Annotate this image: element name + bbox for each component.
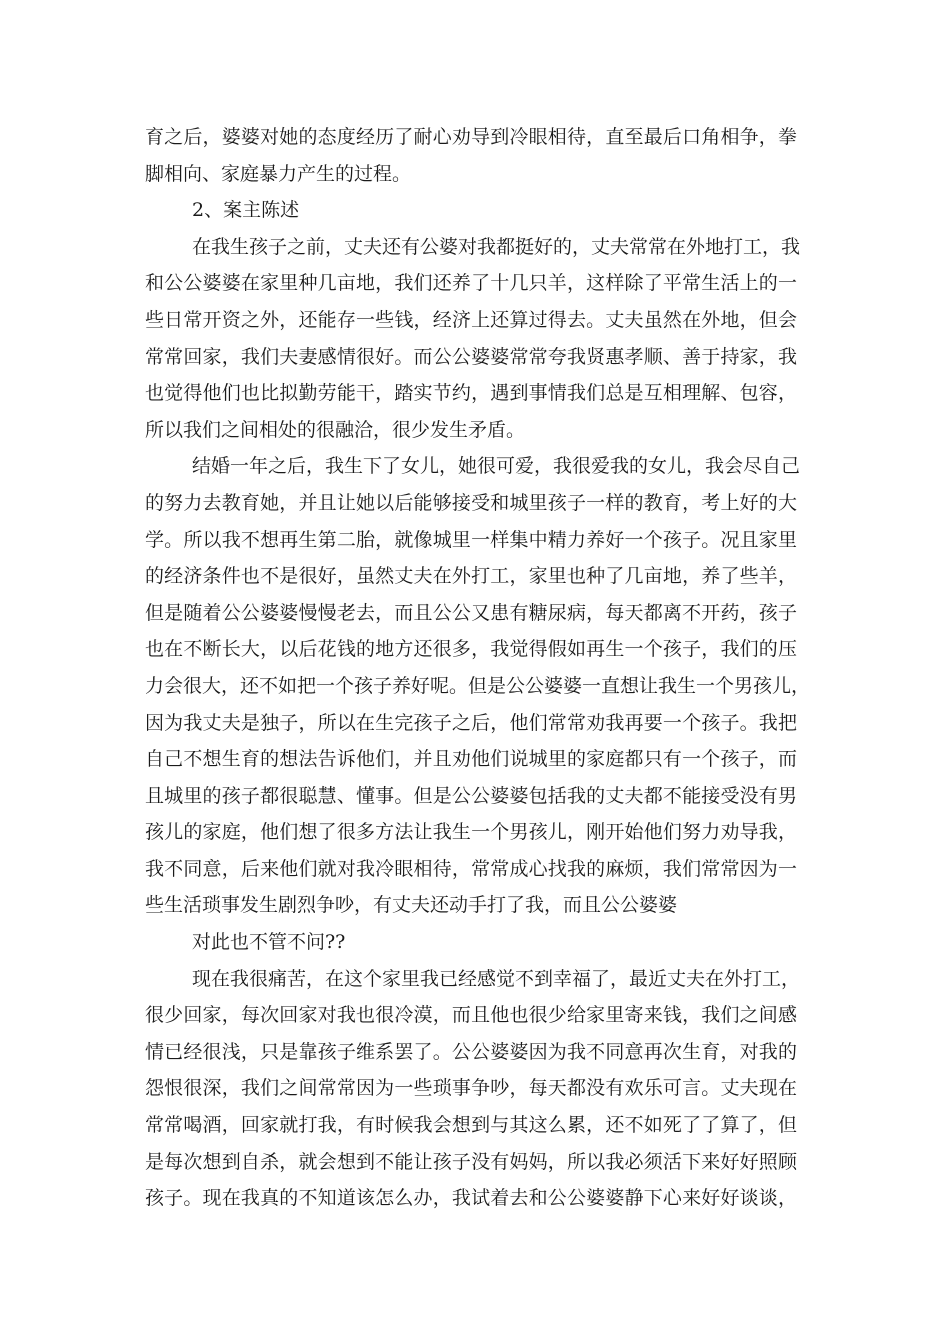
text-line: 常常喝酒，回家就打我，有时候我会想到与其这么累，还不如死了了算了，但 xyxy=(145,1114,797,1137)
text-line: 的经济条件也不是很好，虽然丈夫在外打工，家里也种了几亩地，养了些羊， xyxy=(145,565,797,588)
text-line: 因为我丈夫是独子，所以在生完孩子之后，他们常常劝我再要一个孩子。我把 xyxy=(145,711,797,734)
document-body xyxy=(145,119,811,1217)
text-line: 些日常开资之外，还能存一些钱，经济上还算过得去。丈夫虽然在外地，但会 xyxy=(145,308,797,331)
text-line: 学。所以我不想再生第二胎，就像城里一样集中精力养好一个孩子。况且家里 xyxy=(145,528,797,551)
text-line: 很少回家，每次回家对我也很冷漠，而且他也很少给家里寄来钱，我们之间感 xyxy=(145,1004,797,1027)
text-line: 些生活琐事发生剧烈争吵，有丈夫还动手打了我，而且公公婆婆 xyxy=(145,894,678,917)
text-line: 2、案主陈述 xyxy=(192,199,300,222)
text-line: 所以我们之间相处的很融洽，很少发生矛盾。 xyxy=(145,418,526,441)
text-line: 我不同意，后来他们就对我冷眼相待，常常成心找我的麻烦，我们常常因为一 xyxy=(145,857,797,880)
text-line: 孩子。现在我真的不知道该怎么办，我试着去和公公婆婆静下心来好好谈谈， xyxy=(145,1187,797,1210)
text-line: 情已经很浅，只是靠孩子维系罢了。公公婆婆因为我不同意再次生育，对我的 xyxy=(145,1040,797,1063)
text-line: 在我生孩子之前，丈夫还有公婆对我都挺好的，丈夫常常在外地打工，我 xyxy=(192,235,801,258)
text-line: 育之后，婆婆对她的态度经历了耐心劝导到冷眼相待，直至最后口角相争，拳 xyxy=(145,126,797,148)
text-line: 和公公婆婆在家里种几亩地，我们还养了十几只羊，这样除了平常生活上的一 xyxy=(145,272,797,295)
text-line: 的努力去教育她，并且让她以后能够接受和城里孩子一样的教育，考上好的大 xyxy=(145,491,797,514)
text-line: 对此也不管不问?? xyxy=(192,931,346,954)
text-line: 也在不断长大，以后花钱的地方还很多，我觉得假如再生一个孩子，我们的压 xyxy=(145,638,797,661)
text-line: 也觉得他们也比拟勤劳能干，踏实节约，遇到事情我们总是互相理解、包容， xyxy=(145,382,797,405)
text-line: 常常回家，我们夫妻感情很好。而公公婆婆常常夸我贤惠孝顺、善于持家，我 xyxy=(145,345,797,368)
text-line: 怨恨很深，我们之间常常因为一些琐事争吵，每天都没有欢乐可言。丈夫现在 xyxy=(145,1077,797,1100)
text-line: 结婚一年之后，我生下了女儿，她很可爱，我很爱我的女儿，我会尽自己 xyxy=(192,455,801,478)
text-line: 但是随着公公婆婆慢慢老去，而且公公又患有糖尿病，每天都离不开药，孩子 xyxy=(145,601,797,624)
text-line: 力会很大，还不如把一个孩子养好呢。但是公公婆婆一直想让我生一个男孩儿， xyxy=(145,674,811,697)
text-line: 是每次想到自杀，就会想到不能让孩子没有妈妈，所以我必须活下来好好照顾 xyxy=(145,1150,797,1173)
text-line: 且城里的孩子都很聪慧、懂事。但是公公婆婆包括我的丈夫都不能接受没有男 xyxy=(145,784,797,807)
text-line: 脚相向、家庭暴力产生的过程。 xyxy=(145,162,412,185)
text-line: 现在我很痛苦，在这个家里我已经感觉不到幸福了，最近丈夫在外打工， xyxy=(192,967,801,990)
text-line: 孩儿的家庭，他们想了很多方法让我生一个男孩儿，刚开始他们努力劝导我， xyxy=(145,821,797,844)
text-line: 自己不想生育的想法告诉他们，并且劝他们说城里的家庭都只有一个孩子，而 xyxy=(145,748,797,771)
